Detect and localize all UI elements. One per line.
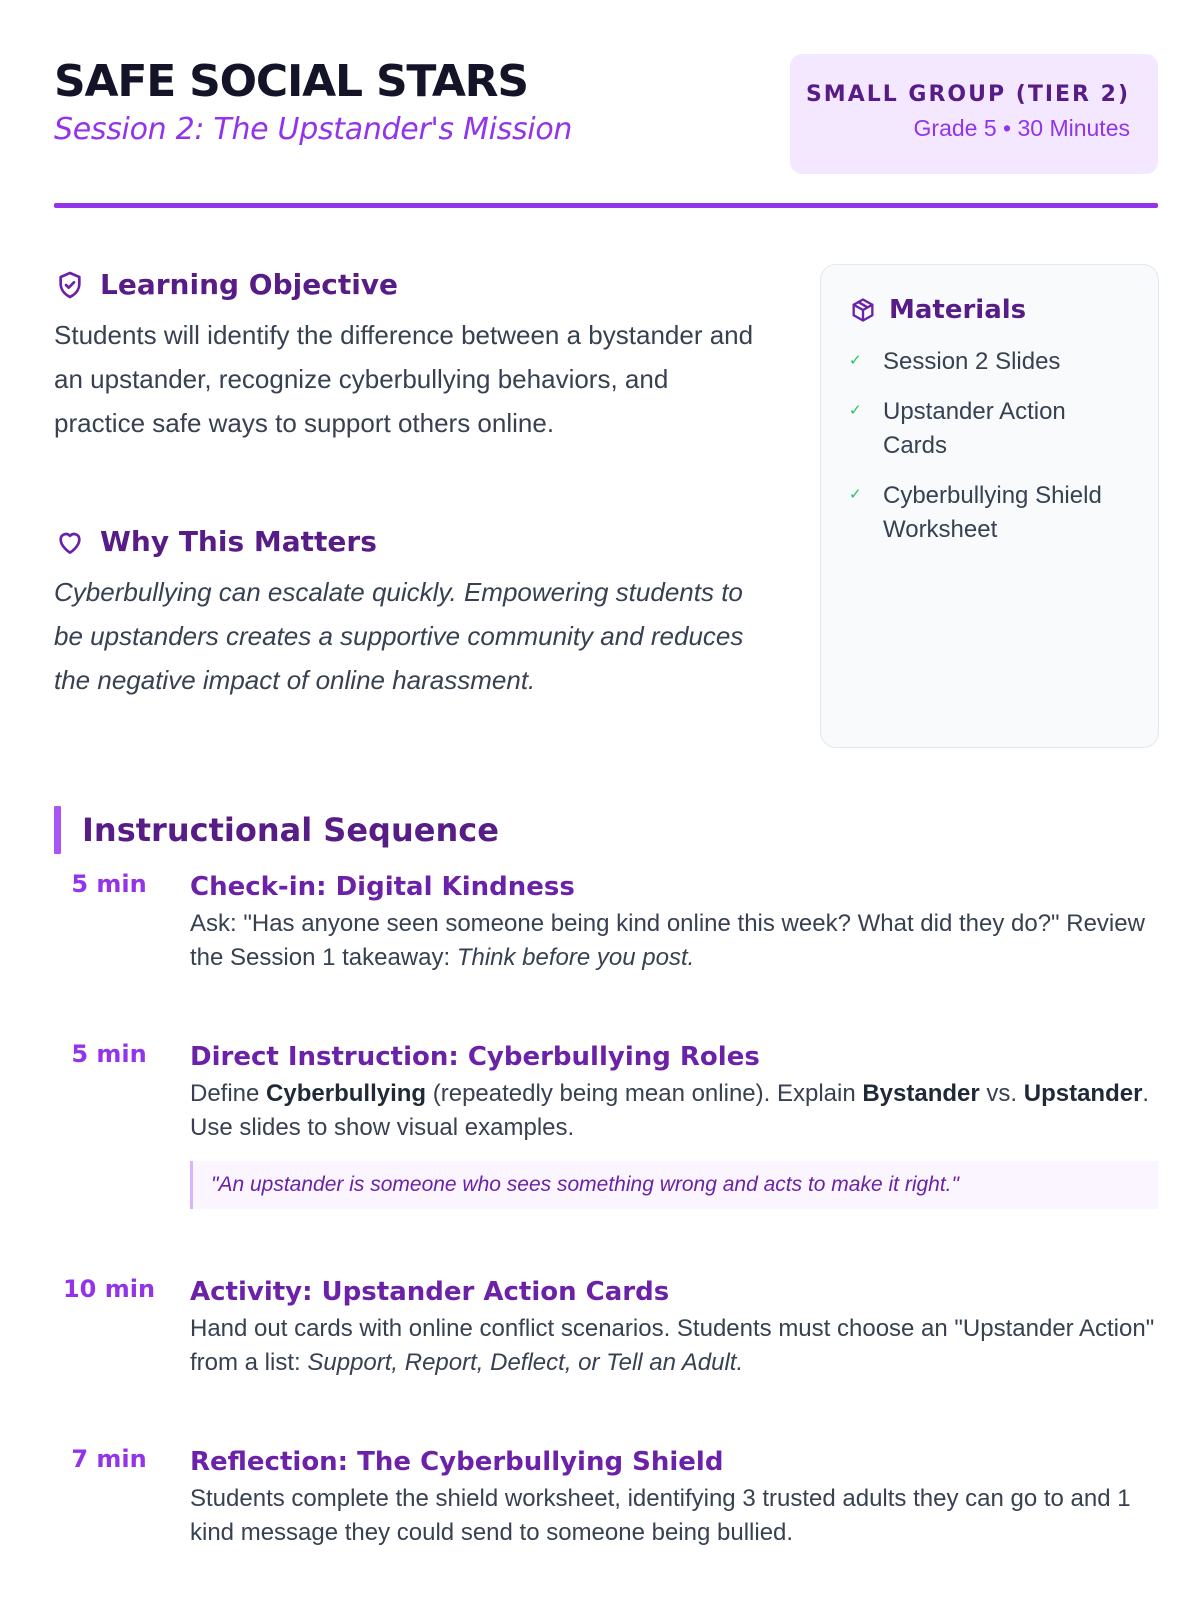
step-text: Students complete the shield worksheet, identifying 3 trusted adults they can go to and 1 kind message they could send to someone being bullied. — [190, 1485, 1131, 1546]
materials-card — [820, 264, 1159, 748]
instructional-sequence-heading — [54, 806, 499, 854]
term-upstander: Upstander — [1023, 1080, 1143, 1107]
why-this-matters-heading — [54, 525, 754, 558]
why-this-matters-section — [54, 525, 754, 702]
shield-check-icon — [54, 269, 86, 301]
learning-objective-section — [54, 268, 754, 445]
heart-icon — [54, 526, 86, 558]
page-title: SAFE SOCIAL STARS — [54, 56, 528, 107]
step-description — [190, 907, 1158, 975]
term-cyberbullying: Cyberbullying — [266, 1080, 427, 1107]
step-duration: 5 min — [71, 870, 147, 898]
step-title: Activity: Upstander Action Cards — [190, 1277, 670, 1307]
header — [54, 54, 1158, 174]
step-body — [190, 1275, 1158, 1380]
group-badge — [790, 54, 1158, 174]
package-icon — [849, 296, 877, 324]
step-description — [190, 1077, 1158, 1145]
step-emphasis: Support, Report, Deflect, or Tell an Adult. — [307, 1349, 744, 1376]
step-text: Hand out cards with online conflict scenarios. Students must choose an "Upstander Action" from a list: — [190, 1315, 1155, 1376]
why-this-matters-text: Cyberbullying can escalate quickly. Empowering students to be upstanders creates a supportive community and reduces the negative impact of online harassment. — [54, 577, 744, 695]
step-body — [190, 1445, 1158, 1550]
list-item — [849, 345, 1136, 379]
list-item — [849, 479, 1136, 547]
upstander-quote: "An upstander is someone who sees something wrong and acts to make it right." — [190, 1161, 1158, 1209]
step-title: Reflection: The Cyberbullying Shield — [190, 1447, 724, 1477]
learning-objective-title: Learning Objective — [100, 268, 399, 301]
check-icon: ✓ — [849, 352, 862, 369]
step-text: (repeatedly being mean online). Explain — [426, 1080, 863, 1107]
step-duration: 7 min — [71, 1445, 147, 1473]
session-subtitle: Session 2: The Upstander's Mission — [54, 112, 573, 147]
instructional-sequence-title: Instructional Sequence — [82, 811, 499, 849]
list-item — [849, 395, 1136, 463]
materials-heading — [849, 295, 1136, 325]
material-label: Upstander Action Cards — [883, 398, 1066, 459]
step-duration: 10 min — [62, 1275, 156, 1303]
material-label: Session 2 Slides — [883, 348, 1061, 375]
step-description — [190, 1312, 1158, 1380]
badge-grade-time: Grade 5 • 30 Minutes — [913, 115, 1130, 141]
step-text: . Use slides to show visual examples. — [190, 1080, 1150, 1141]
learning-objective-heading — [54, 268, 754, 301]
step-description — [190, 1482, 1158, 1550]
step-title: Direct Instruction: Cyberbullying Roles — [190, 1042, 760, 1072]
materials-list — [849, 345, 1136, 547]
badge-group-label: SMALL GROUP (TIER 2) — [805, 82, 1130, 107]
step-emphasis: Think before you post. — [456, 944, 695, 971]
step-text: Ask: "Has anyone seen someone being kind online this week? What did they do?" Review the Session 1 takeaway: — [190, 910, 1145, 971]
materials-title: Materials — [889, 295, 1027, 325]
check-icon: ✓ — [849, 486, 862, 503]
step-text: vs. — [979, 1080, 1024, 1107]
step-title: Check-in: Digital Kindness — [190, 872, 575, 902]
check-icon: ✓ — [849, 402, 862, 419]
step-body — [190, 1040, 1158, 1209]
why-this-matters-title: Why This Matters — [100, 525, 377, 558]
step-duration: 5 min — [71, 1040, 147, 1068]
step-body — [190, 870, 1158, 975]
term-bystander: Bystander — [862, 1080, 980, 1107]
step-text: Define — [190, 1080, 267, 1107]
learning-objective-text: Students will identify the difference between a bystander and an upstander, recognize cyberbullying behaviors, and practice safe ways to support others online. — [54, 320, 754, 438]
material-label: Cyberbullying Shield Worksheet — [883, 482, 1102, 543]
header-divider — [54, 203, 1158, 208]
